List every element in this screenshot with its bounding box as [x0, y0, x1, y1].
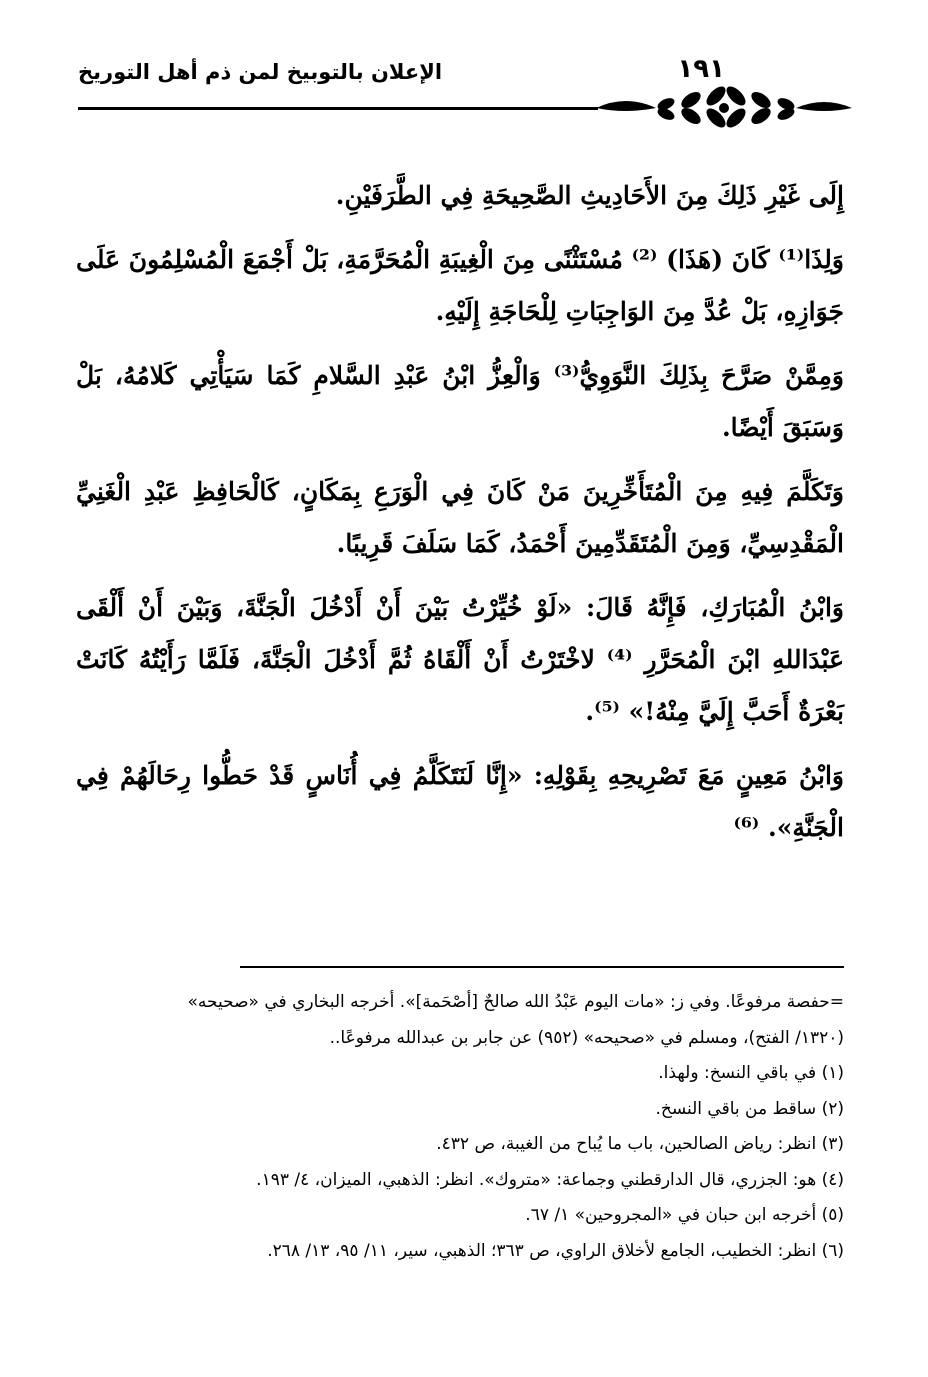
paragraph: إِلَى غَيْرِ ذَلِكَ مِنَ الأَحَادِيثِ الصَّحِيحَةِ فِي الطَّرَفَيْنِ.	[335, 181, 844, 210]
main-text	[76, 170, 844, 866]
footnote-line: (٦) انظر: الخطيب، الجامع لأخلاق الراوي، ص ٣٦٣؛ الذهبي، سير، ١١/ ٩٥، ١٣/ ٢٦٨.	[267, 1240, 844, 1261]
footnote-separator	[240, 966, 844, 968]
paragraph: وَابْنُ مَعِينٍ مَعَ تَصْرِيحِهِ بِقَوْلِهِ: «إِنَّا لَنَتَكَلَّمُ فِي أُنَاسٍ قَدْ حَطُّوا رِحَالَهُمْ فِي الْجَنَّةِ». ⁽⁶⁾	[76, 761, 844, 842]
page-number: ١٩١	[677, 54, 725, 84]
footnote-line: (٢) ساقط من باقي النسخ.	[655, 1098, 844, 1119]
footnote-line: (٥) أخرجه ابن حبان في «المجروحين» ١/ ٦٧.	[525, 1205, 844, 1225]
page-header	[70, 54, 860, 124]
footnote-line: (٣) انظر: رياض الصالحين، باب ما يُباح من الغيبة، ص ٤٣٢.	[436, 1134, 844, 1154]
paragraph: وَابْنُ الْمُبَارَكِ، فَإِنَّهُ قَالَ: «لَوْ خُيِّرْتُ بَيْنَ أَنْ أَدْخُلَ الْجَنَّةَ، وَبَيْنَ أَنْ أَلْقَى عَبْدَاللهِ ابْنَ الْمُحَرَّرِ ⁽⁴⁾ لاخْتَرْتُ أَنْ أَلْقَاهُ ثُمَّ أَدْخُلَ الْجَنَّةَ، فَلَمَّا رَأَيْتُهُ كَانَتْ بَعْرَةٌ أَحَبَّ إِلَيَّ مِنْهُ!» ⁽⁵⁾.	[76, 593, 844, 726]
footnote-line: =حفصة مرفوعًا. وفي ز: «مات اليوم عَبْدُ الله صالحٌ [أصْحَمة]». أخرجه البخاري في «صحيحه»	[187, 992, 844, 1012]
footnote-line: (١٣٢٠/ الفتح)، ومسلم في «صحيحه» (٩٥٢) عن جابر بن عبدالله مرفوعًا..	[329, 1027, 844, 1048]
header-rule	[78, 107, 598, 110]
paragraph: وَمِمَّنْ صَرَّحَ بِذَلِكَ النَّوَوِيُّ⁽³⁾ وَالْعِزُّ ابْنُ عَبْدِ السَّلامِ كَمَا سَيَأْتِي كَلامُهُ، بَلْ وَسَبَقَ أَيْضًا.	[76, 361, 844, 442]
footnotes	[76, 985, 844, 1269]
footnote-line: (٤) هو: الجزري، قال الدارقطني وجماعة: «متروك». انظر: الذهبي، الميزان، ٤/ ١٩٣.	[256, 1169, 844, 1190]
floral-ornament-icon	[596, 84, 852, 128]
running-title: الإعلان بالتوبيخ لمن ذم أهل التوريخ	[78, 60, 443, 84]
footnote-line: (١) في باقي النسخ: ولهذا.	[658, 1063, 844, 1083]
paragraph: وَلِذَا⁽¹⁾ كَانَ (هَذَا) ⁽²⁾ مُسْتَثْنًى مِنَ الْغِيبَةِ الْمُحَرَّمَةِ، بَلْ أَجْمَعَ الْمُسْلِمُونَ عَلَى جَوَازِهِ، بَلْ عُدَّ مِنَ الوَاجِبَاتِ لِلْحَاجَةِ إِلَيْهِ.	[76, 245, 844, 326]
paragraph: وَتَكَلَّمَ فِيهِ مِنَ الْمُتَأَخِّرِينَ مَنْ كَانَ فِي الْوَرَعِ بِمَكَانٍ، كَالْحَافِظِ عَبْدِ الْغَنِيِّ الْمَقْدِسِيِّ، وَمِنَ الْمُتَقَدِّمِينَ أَحْمَدُ، كَمَا سَلَفَ قَرِيبًا.	[76, 477, 844, 558]
